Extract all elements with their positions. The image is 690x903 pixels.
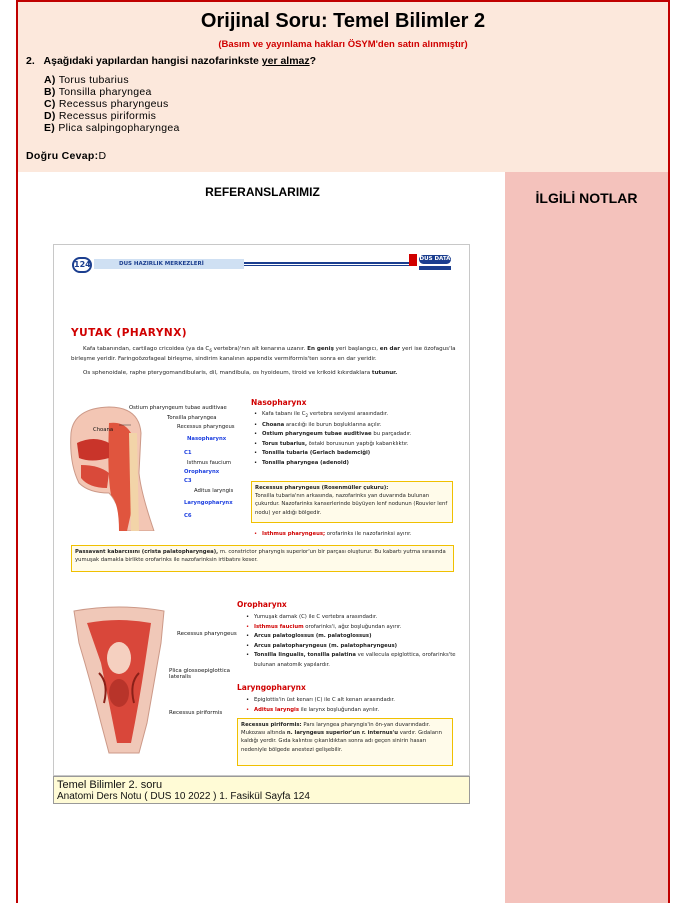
label-aditus: Aditus laryngis [194,488,234,494]
option-d[interactable]: D) Recessus piriformis [44,110,157,122]
dus-data-logo: DUS DATA [409,254,454,272]
passavant-box: Passavant kabarcısını (crista palatopharyngea), m. constrictor pharyngis superior'un bir parçası oluşturur. Bu kabartı yutma sırasında yumuşak damakla birlikte orofarinks ile nazofarinksin irtibatını keser. [71,545,454,572]
label-plica: Plica glossoepiglottica lateralis [169,668,231,680]
label-oropharynx: Oropharynx [184,469,220,475]
rights-notice: (Basım ve yayınlama hakları ÖSYM'den satın alınmıştır) [218,39,468,50]
oropharynx-list: • Yumuşak damak (C) ile C vertebra arasındadır. • Isthmus faucium orofarinks'i, ağız boşluğundan ayırır. • Arcus palatoglossus (m. palatoglossus) • Arcus palatopharyngeus (m. palatopharyngeus) • Tonsilla lingualis, tonsilla palatina ve vallecula epiglottica, orofarinks'te bulunan anatomik yapılardır. [246,613,458,670]
label-choana: Choana [93,427,114,433]
nasopharynx-title: Nasopharynx [251,398,307,407]
question-emphasis: yer almaz [261,55,310,67]
correct-answer: Doğru Cevap:D [26,150,107,162]
laryngopharynx-title: Laryngopharynx [237,683,306,692]
label-c6: C6 [184,513,192,519]
posterior-pharynx-figure [69,603,239,763]
question-end: ? [309,55,317,67]
reference-caption [53,776,470,804]
intro-paragraph-2: Os sphenoidale, raphe pterygomandibularis, dil, mandibula, os hyoideum, tiroid ve krikoid kıkırdaklara tutunur. [83,370,398,376]
book-header: DUS HAZIRLIK MERKEZLERİ [94,259,244,269]
option-c[interactable]: C) Recessus pharyngeus [44,98,169,110]
page-title: Orijinal Soru: Temel Bilimler 2 [200,10,486,32]
caption-source: Anatomi Ders Notu ( DUS 10 2022 ) 1. Fasikül Sayfa 124 [57,791,310,802]
reference-page-image [53,244,470,776]
oropharynx-title: Oropharynx [237,600,287,609]
label-c1: C1 [184,450,192,456]
label-isthmus: Isthmus faucium [187,460,232,466]
label-tonsilla: Tonsilla pharyngea [167,415,217,421]
label-nasopharynx: Nasopharynx [187,436,227,442]
option-e[interactable]: E) Plica salpingopharyngea [44,122,180,134]
recessus-pharyngeus-box: Recessus pharyngeus (Rosenmüller çukuru): Tonsilla tubaria'nın arkasında, nazofarinks yan duvarında bulunan çukurdur. Nazofarinks kanserlerinde büyüyen lenf nodunun (Rouvier lenf nodu) yer aldığı bölgedir. [251,481,453,523]
notes-title: İLGİLİ NOTLAR [535,190,638,206]
option-b[interactable]: B) Tonsilla pharyngea [44,86,152,98]
option-a[interactable]: A) Torus tubarius [44,74,129,86]
sagittal-pharynx-figure [69,403,249,531]
question-text [26,55,316,67]
question-stem: Aşağıdaki yapılardan hangisi nazofarinkste [43,55,262,67]
isthmus-pharyngeus-note: • Isthmus pharyngeus; orofarinks ile nazofarinksi ayırır. [254,530,459,540]
laryngopharynx-list: • Epiglottis'in üst kenarı (C) ile C alt kenarı arasındadır. • Aditus laryngis ile larynx boşluğundan ayrılır. [246,696,458,715]
question-number: 2. [26,55,35,67]
caption-title: Temel Bilimler 2. soru [57,779,163,791]
book-page-number: 124 [72,257,92,273]
intro-paragraph-1: Kafa tabanından, cartilago cricoidea (ya da $C_6$ vertebra)'nın alt kenarına uzanır. En geniş yeri başlangıcı, en dar yeri ise özofagus'la birleşme yeridir. Faringoözofageal birleşme, sindirim kanalının appendix vermiformis'ten sonra en dar yeridir. [71,346,456,363]
book-section-title: YUTAK (PHARYNX) [71,327,188,339]
references-title: REFERANSLARIMIZ [205,185,320,199]
recessus-piriformis-box: Recessus piriformis: Pars laryngea pharyngis'in ön-yan duvarındadır. Mukozası altında n. laryngeus superior'un r. internus'u vardır. Gıdaların kaldığı yerdir. Gıda kalıntısı çıkarıldıktan sonra adı geçen sinirin hasarı nedeniyle bölgede anestezi gelişebilir. [237,718,453,766]
label-recessus-piriformis: Recessus piriformis [169,710,223,716]
label-recessus-pharyngeus: Recessus pharyngeus [177,631,237,637]
label-ostium: Ostium pharyngeum tubae auditivae [129,405,227,411]
nasopharynx-list: • Kafa tabanı ile $C_2$ vertebra seviyesi arasındadır. • Choana aracılığı ile burun boşluklarına açılır. • Ostium pharyngeum tubae auditivae bu parçadadır. • Torus tubarius, östaki borusunun yaptığı kabarıklıktır. • Tonsilla tubaria (Gerlach bademciği) • Tonsilla pharyngea (adenoid) [254,410,459,468]
notes-panel [505,172,668,903]
label-recessus: Recessus pharyngeus [177,424,235,430]
options-list [44,74,180,134]
question-panel [18,2,668,172]
book-header-line [244,262,409,266]
label-c3: C3 [184,478,192,484]
label-laryngopharynx: Laryngopharynx [184,500,233,506]
